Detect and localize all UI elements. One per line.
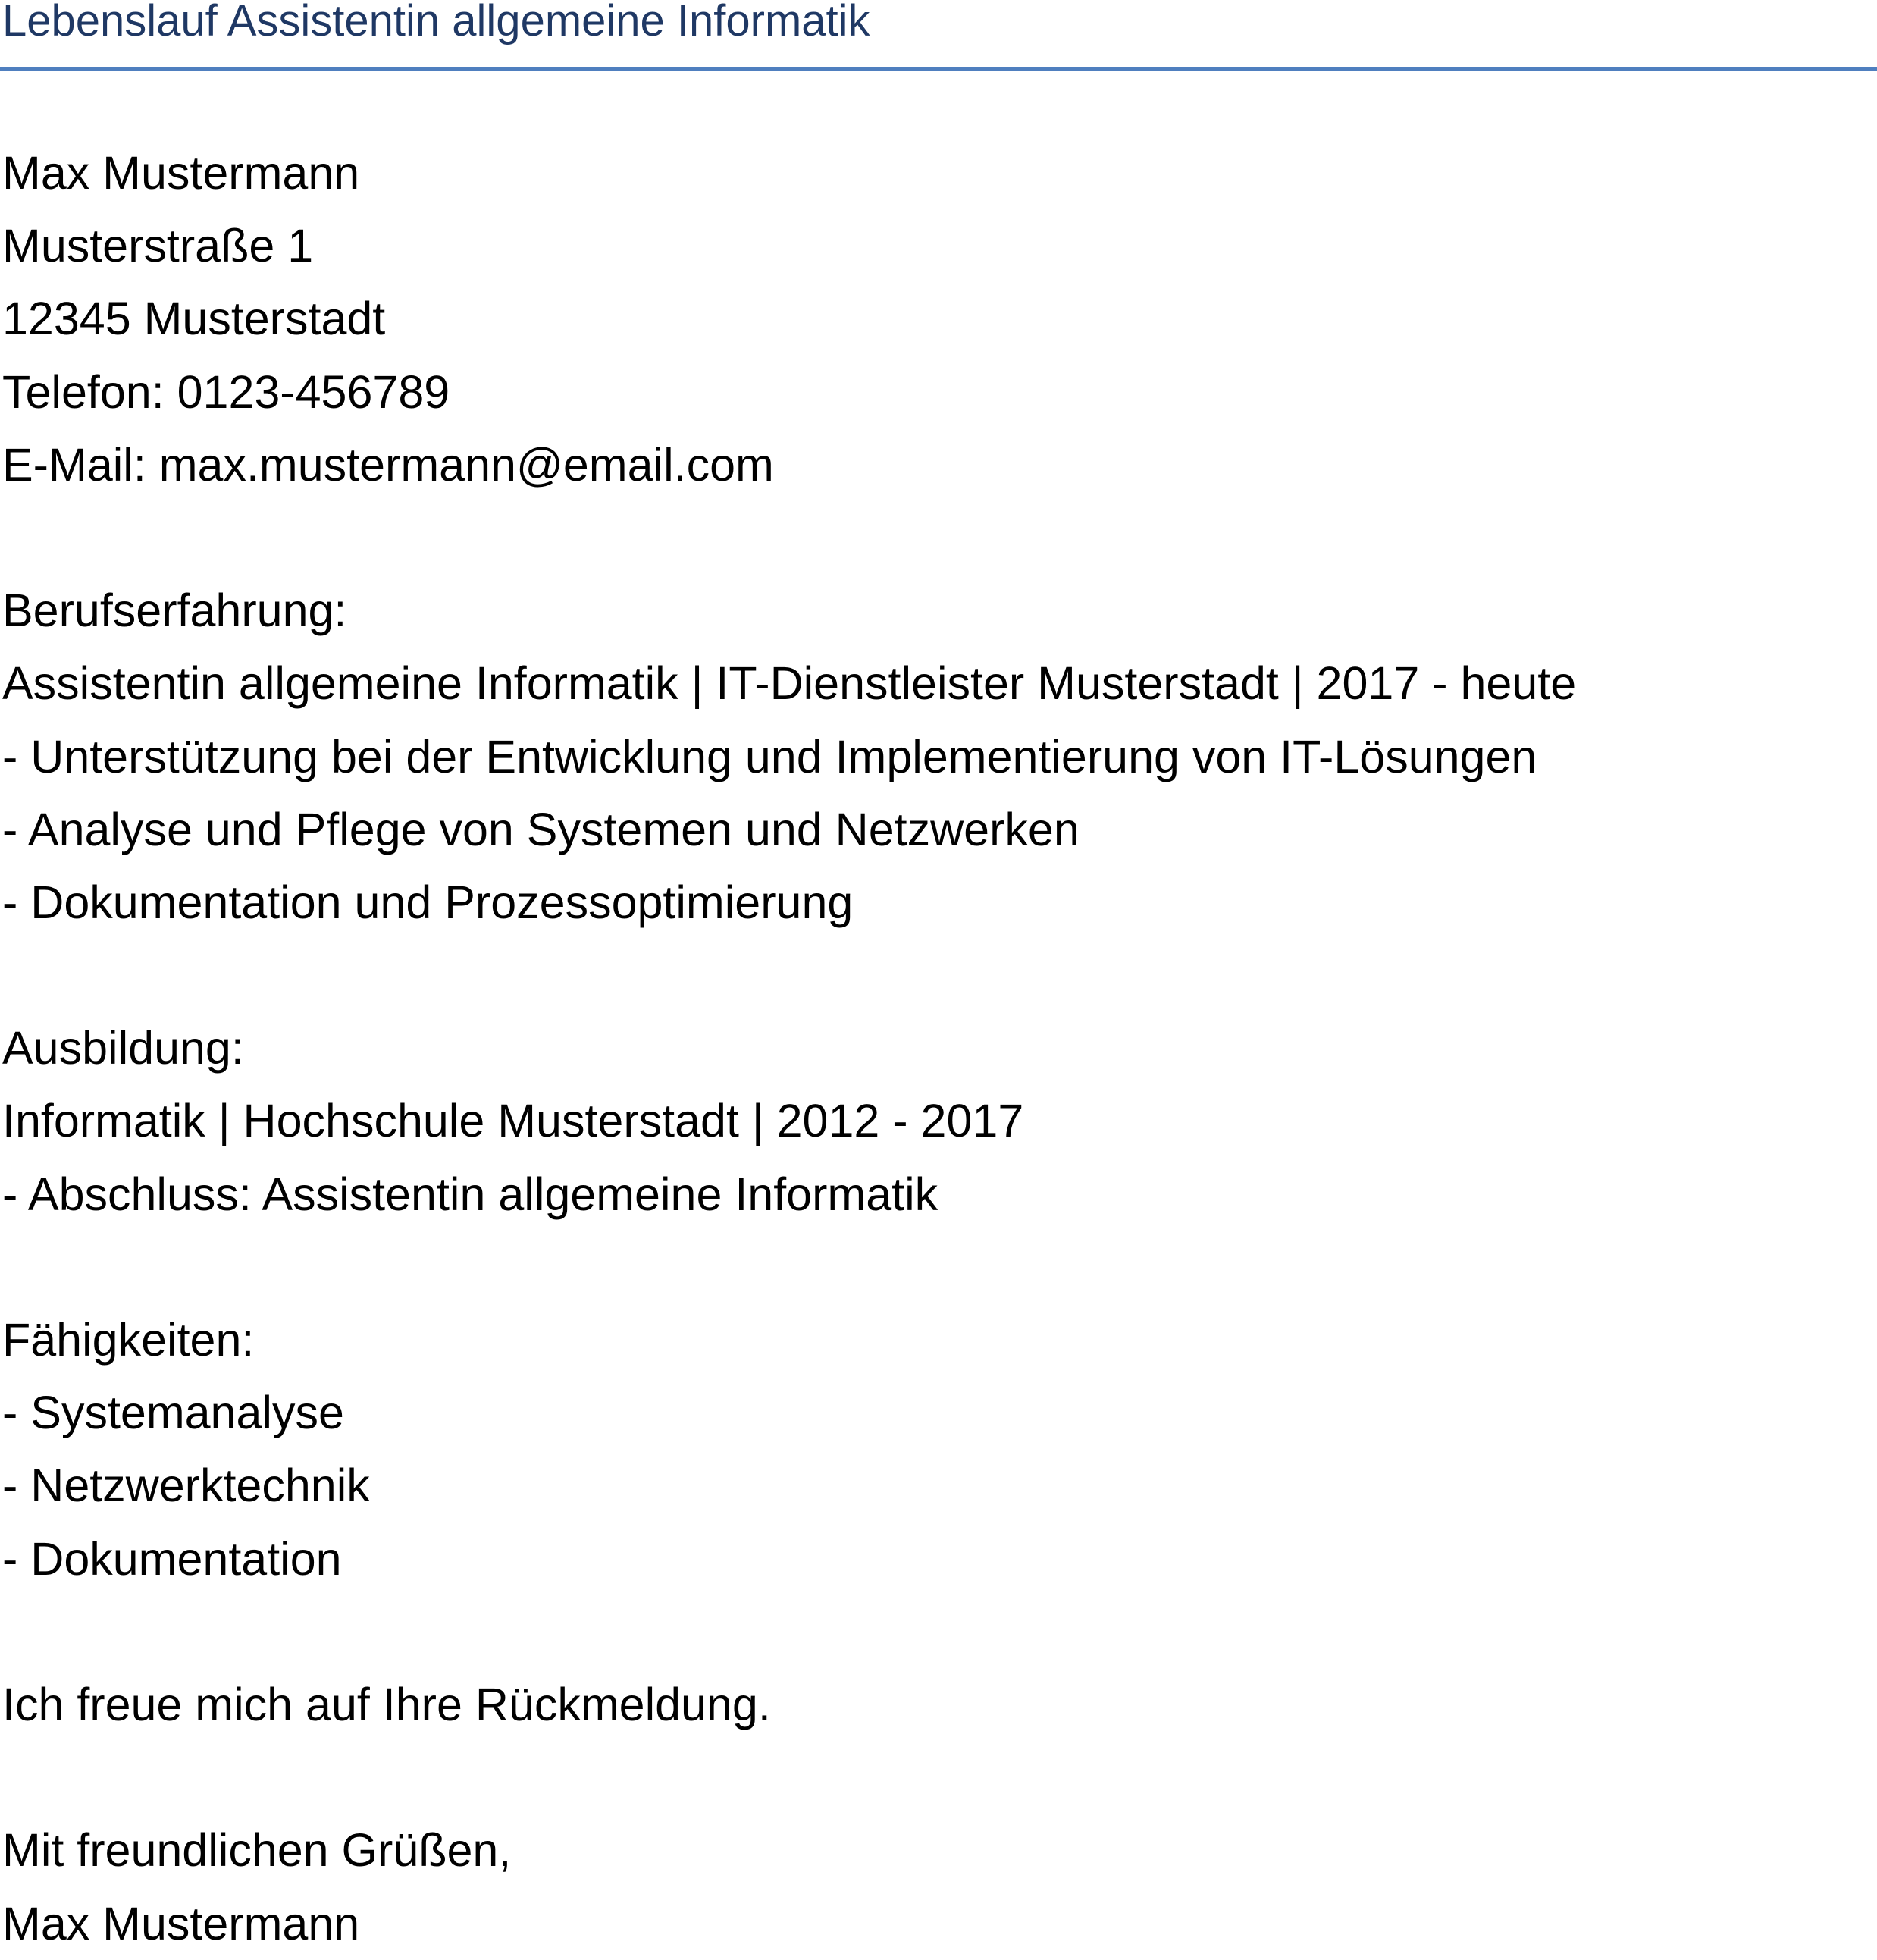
contact-name: Max Mustermann	[2, 147, 360, 199]
title-underline-rule	[0, 67, 1877, 71]
experience-position: Assistentin allgemeine Informatik | IT-Dienstleister Musterstadt | 2017 - heute	[2, 657, 1577, 710]
education-item: - Abschluss: Assistentin allgemeine Informatik	[2, 1168, 938, 1220]
education-heading: Ausbildung:	[2, 1022, 244, 1074]
contact-email: E-Mail: max.mustermann@email.com	[2, 438, 774, 491]
experience-item: - Dokumentation und Prozessoptimierung	[2, 876, 854, 928]
skill-item: - Netzwerktechnik	[2, 1460, 370, 1512]
skills-heading: Fähigkeiten:	[2, 1314, 255, 1366]
experience-item: - Analyse und Pflege von Systemen und Netzwerken	[2, 803, 1080, 855]
spacer	[2, 939, 1867, 1011]
contact-city: 12345 Musterstadt	[2, 293, 386, 345]
closing-signature: Max Mustermann	[2, 1897, 360, 1949]
spacer	[2, 1741, 1867, 1814]
experience-section	[2, 574, 1867, 939]
contact-street: Musterstraße 1	[2, 220, 314, 272]
spacer	[2, 501, 1867, 574]
skill-item: - Systemanalyse	[2, 1387, 344, 1439]
education-entry: Informatik | Hochschule Musterstadt | 2012 - 2017	[2, 1095, 1024, 1147]
closing-greeting: Mit freundlichen Grüßen,	[2, 1824, 512, 1877]
closing-text: Ich freue mich auf Ihre Rückmeldung.	[2, 1678, 771, 1730]
experience-item: - Unterstützung bei der Entwicklung und Implementierung von IT-Lösungen	[2, 730, 1537, 782]
spacer	[2, 1231, 1867, 1303]
experience-heading: Berufserfahrung:	[2, 585, 347, 637]
document-body	[2, 136, 1867, 1960]
education-section	[2, 1011, 1867, 1231]
contact-phone: Telefon: 0123-456789	[2, 365, 450, 418]
spacer	[2, 1595, 1867, 1668]
contact-block	[2, 136, 1867, 501]
document-title: Lebenslauf Assistentin allgemeine Informatik	[2, 0, 870, 45]
skills-section	[2, 1303, 1867, 1595]
closing-section	[2, 1668, 1867, 1960]
skill-item: - Dokumentation	[2, 1532, 342, 1585]
